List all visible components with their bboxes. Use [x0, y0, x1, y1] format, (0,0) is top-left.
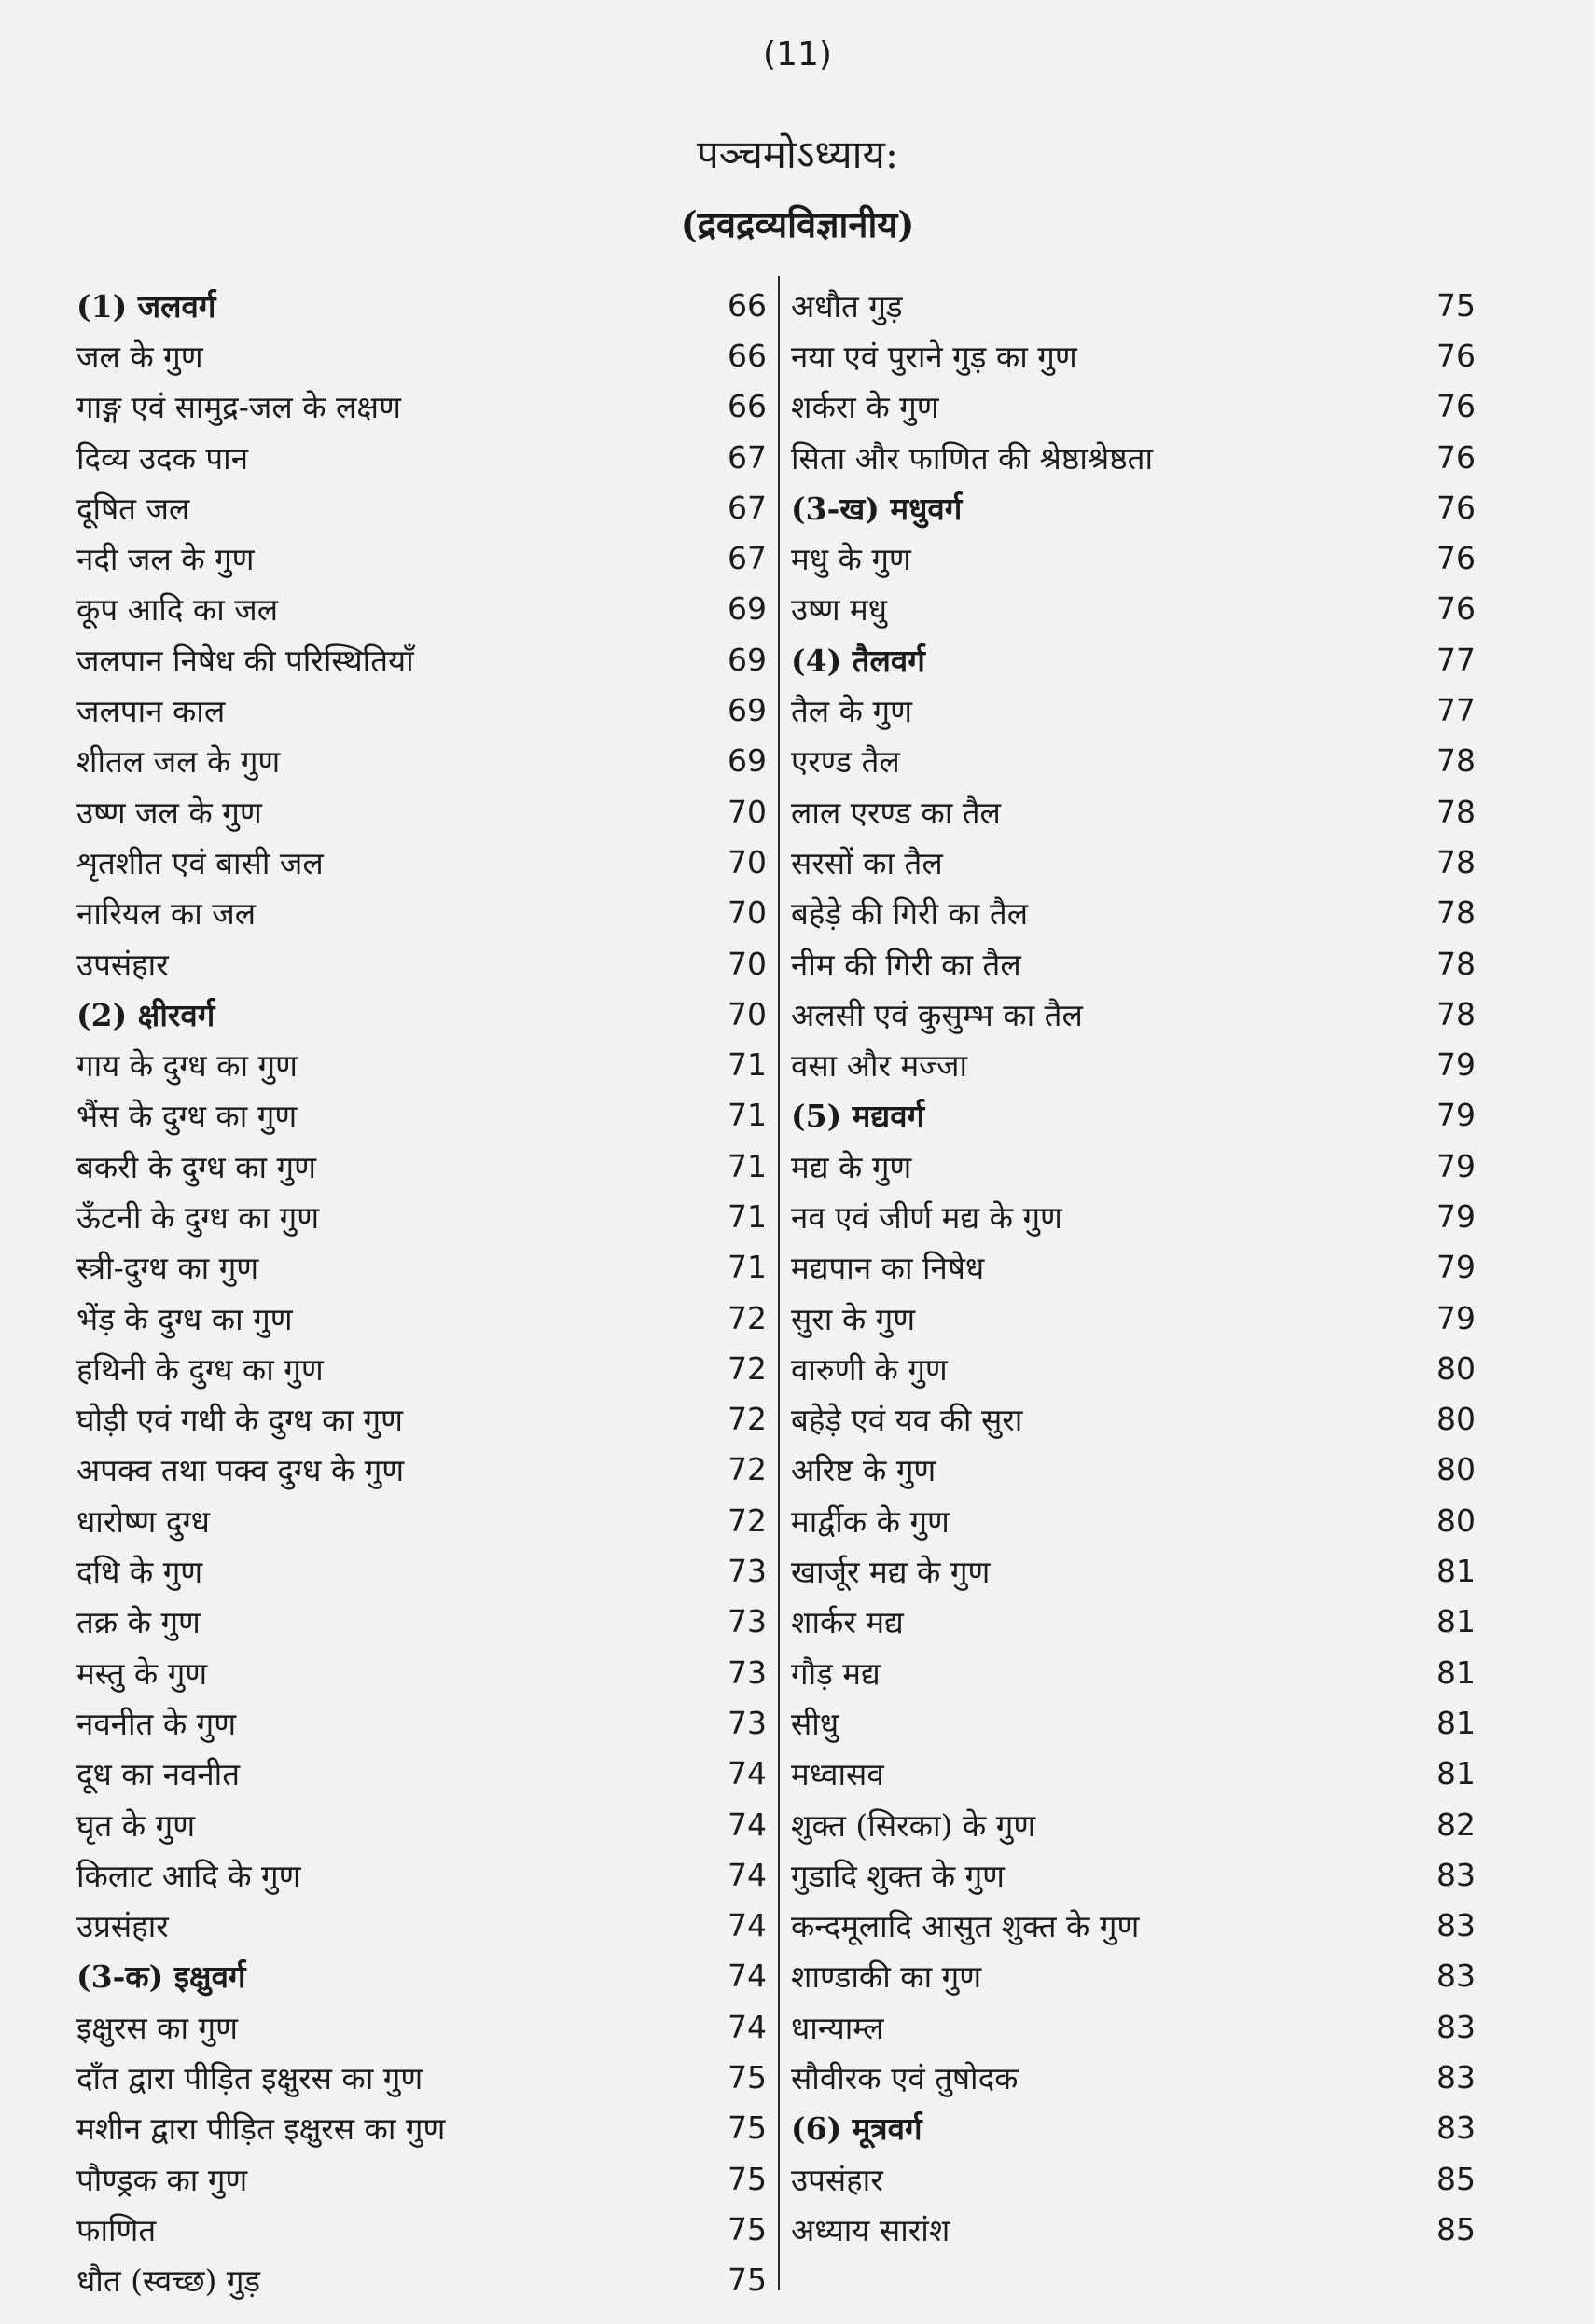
toc-entry-title: सीधु: [791, 1705, 839, 1742]
toc-entry: [791, 330, 1483, 380]
toc-entry: [76, 2153, 767, 2204]
toc-section-heading: [791, 634, 1483, 685]
toc-entry-page: 72: [728, 1299, 767, 1336]
toc-entry-page: 82: [1436, 1805, 1476, 1843]
toc-entry: [76, 1090, 767, 1141]
toc-entry: [76, 1343, 767, 1393]
toc-entry: [76, 1495, 767, 1545]
toc-entry-page: 79: [1436, 1249, 1476, 1286]
toc-entry-page: 66: [728, 388, 767, 425]
toc-entry-page: 75: [728, 2160, 767, 2197]
toc-entry-title: शर्करा के गुण: [791, 389, 939, 426]
toc-entry-title: खार्जूर मद्य के गुण: [791, 1554, 991, 1591]
toc-entry-title: धारोष्ण दुग्ध: [76, 1502, 210, 1540]
toc-entry-page: 83: [1436, 2110, 1476, 2147]
toc-entry-title: धौत (स्वच्छ) गुड़: [76, 2262, 261, 2300]
toc-entry-page: 67: [728, 540, 767, 577]
toc-entry-title: भेंड़ के दुग्ध का गुण: [76, 1300, 293, 1337]
toc-entry: [76, 1901, 767, 1951]
toc-entry: [76, 1445, 767, 1495]
toc-entry-title: शाण्डाकी का गुण: [791, 1958, 982, 1996]
toc-entry-page: 71: [728, 1249, 767, 1286]
toc-entry-page: 75: [1436, 286, 1476, 324]
toc-entry-page: 76: [1436, 388, 1476, 425]
toc-entry: [76, 786, 767, 837]
toc-section-heading: [76, 1951, 767, 2001]
toc-entry: [791, 1901, 1483, 1951]
toc-entry: [791, 837, 1483, 887]
toc-entry-page: 69: [728, 742, 767, 780]
toc-entry-title: गाय के दुग्ध का गुण: [76, 1047, 298, 1085]
toc-entry: [791, 1191, 1483, 1241]
toc-entry-title: नारियल का जल: [76, 895, 257, 933]
toc-entry: [76, 888, 767, 938]
toc-entry-page: 76: [1436, 489, 1476, 526]
toc-entry: [76, 584, 767, 634]
toc-entry-page: 78: [1436, 793, 1476, 830]
toc-entry: [76, 482, 767, 533]
toc-entry-page: 74: [728, 1805, 767, 1843]
toc-entry-page: 85: [1436, 2160, 1476, 2197]
toc-entry: [76, 1293, 767, 1343]
toc-entry-page: 80: [1436, 1349, 1476, 1387]
toc-entry-title: शीतल जल के गुण: [76, 743, 281, 781]
toc-entry-page: 78: [1436, 945, 1476, 982]
toc-entry-page: 79: [1436, 1097, 1476, 1134]
toc-entry-title: सिता और फाणित की श्रेष्ठाश्रेष्ठता: [791, 439, 1154, 477]
toc-entry-title: उप्रसंहार: [76, 1908, 169, 1945]
toc-entry-title: (3-क) इक्षुवर्ग: [76, 1958, 246, 1996]
toc-entry: [791, 1597, 1483, 1647]
toc-entry-page: 75: [728, 2262, 767, 2299]
toc-entry-page: 71: [728, 1147, 767, 1184]
toc-entry-title: भैंस के दुग्ध का गुण: [76, 1098, 298, 1135]
toc-entry-page: 80: [1436, 1451, 1476, 1488]
toc-entry-page: 75: [728, 2059, 767, 2096]
toc-entry-title: घृत के गुण: [76, 1806, 196, 1844]
toc-entry-page: 69: [728, 590, 767, 628]
toc-entry: [791, 280, 1483, 330]
toc-entry-title: बकरी के दुग्ध का गुण: [76, 1148, 316, 1185]
toc-entry-page: 78: [1436, 843, 1476, 880]
toc-entry-title: (4) तैलवर्ग: [791, 642, 925, 679]
toc-entry: [791, 2153, 1483, 2204]
toc-entry-page: 76: [1436, 540, 1476, 577]
toc-entry-page: 83: [1436, 2059, 1476, 2096]
toc-entry-title: नदी जल के गुण: [76, 541, 255, 578]
toc-entry: [791, 1394, 1483, 1445]
toc-entry-title: धान्याम्ल: [791, 2009, 884, 2046]
toc-entry-title: एरण्ड तैल: [791, 743, 900, 781]
toc-entry: [76, 1394, 767, 1445]
toc-entry-title: (3-ख) मधुवर्ग: [791, 490, 963, 527]
toc-entry-page: 81: [1436, 1553, 1476, 1590]
toc-entry-title: फाणित: [76, 2211, 157, 2248]
toc-entry-page: 83: [1436, 1957, 1476, 1995]
toc-entry-title: उपसंहार: [76, 946, 169, 983]
toc-entry: [76, 2204, 767, 2254]
toc-entry-title: वसा और मज्जा: [791, 1047, 968, 1085]
toc-entry-title: अरिष्ट के गुण: [791, 1452, 936, 1489]
toc-entry-page: 66: [728, 337, 767, 374]
toc-entry: [791, 432, 1483, 482]
toc-entry-title: मद्य के गुण: [791, 1148, 912, 1185]
toc-entry-page: 81: [1436, 1755, 1476, 1792]
toc-entry-title: शार्कर मद्य: [791, 1604, 904, 1641]
toc-entry-title: दिव्य उदक पान: [76, 439, 249, 477]
toc-entry-page: 72: [728, 1501, 767, 1539]
toc-entry: [76, 1647, 767, 1697]
toc-entry-page: 79: [1436, 1147, 1476, 1184]
toc-entry: [791, 938, 1483, 989]
toc-entry-title: मार्द्वीक के गुण: [791, 1502, 950, 1540]
toc-entry-title: पौण्ड्रक का गुण: [76, 2161, 248, 2198]
toc-entry-title: सौवीरक एवं तुषोदक: [791, 2060, 1019, 2097]
toc-entry-title: नव एवं जीर्ण मद्य के गुण: [791, 1198, 1062, 1236]
toc-entry-page: 79: [1436, 1197, 1476, 1235]
toc-entry-title: जलपान काल: [76, 693, 226, 730]
toc-entry: [76, 533, 767, 583]
toc-entry-page: 79: [1436, 1299, 1476, 1336]
toc-entry-title: वारुणी के गुण: [791, 1350, 948, 1388]
toc-section-heading: [76, 989, 767, 1039]
toc-entry-title: नीम की गिरी का तैल: [791, 946, 1021, 983]
toc-entry-page: 75: [728, 2110, 767, 2147]
toc-entry-page: 81: [1436, 1704, 1476, 1741]
toc-entry-title: नवनीत के गुण: [76, 1705, 237, 1742]
toc-right-column: [791, 280, 1483, 2255]
toc-entry-title: मशीन द्वारा पीड़ित इक्षुरस का गुण: [76, 2110, 446, 2148]
toc-entry: [791, 2001, 1483, 2052]
toc-entry: [791, 1242, 1483, 1293]
toc-entry: [791, 1647, 1483, 1697]
toc-entry: [791, 1951, 1483, 2001]
toc-entry-page: 81: [1436, 1653, 1476, 1691]
toc-entry-title: घोड़ी एवं गधी के दुग्ध का गुण: [76, 1402, 403, 1439]
toc-entry-page: 70: [728, 945, 767, 982]
toc-entry-page: 66: [728, 286, 767, 324]
toc-entry-title: मध्वासव: [791, 1756, 884, 1793]
toc-entry-page: 75: [728, 2210, 767, 2248]
toc-entry-title: कूप आदि का जल: [76, 591, 279, 629]
toc-entry-title: अधौत गुड़: [791, 287, 903, 325]
toc-entry-page: 73: [728, 1603, 767, 1640]
toc-entry: [791, 1545, 1483, 1596]
toc-entry-page: 73: [728, 1704, 767, 1741]
toc-entry-title: दूध का नवनीत: [76, 1756, 241, 1793]
toc-entry-title: नया एवं पुराने गुड़ का गुण: [791, 338, 1077, 375]
toc-entry-page: 81: [1436, 1603, 1476, 1640]
toc-entry-title: गौड़ मद्य: [791, 1654, 881, 1692]
toc-entry: [76, 432, 767, 482]
toc-entry-title: (1) जलवर्ग: [76, 287, 216, 325]
toc-section-heading: [791, 482, 1483, 533]
toc-entry-title: अध्याय सारांश: [791, 2211, 950, 2248]
toc-entry-page: 80: [1436, 1401, 1476, 1438]
toc-entry-title: मस्तु के गुण: [76, 1654, 208, 1692]
toc-entry: [791, 1749, 1483, 1799]
toc-entry-title: जलपान निषेध की परिस्थितियाँ: [76, 642, 414, 679]
toc-entry-page: 74: [728, 1907, 767, 1944]
toc-entry: [76, 1191, 767, 1241]
toc-entry-title: अलसी एवं कुसुम्भ का तैल: [791, 996, 1083, 1033]
toc-entry-title: सरसों का तैल: [791, 844, 943, 881]
toc-entry-title: गाङ्ग एवं सामुद्र-जल के लक्षण: [76, 389, 401, 426]
toc-entry: [76, 1597, 767, 1647]
toc-entry: [76, 1242, 767, 1293]
toc-entry-page: 83: [1436, 1907, 1476, 1944]
toc-entry-title: उष्ण मधु: [791, 591, 888, 629]
toc-entry-page: 67: [728, 438, 767, 476]
toc-entry-page: 74: [728, 2008, 767, 2045]
toc-entry: [76, 330, 767, 380]
toc-entry-title: कन्दमूलादि आसुत शुक्त के गुण: [791, 1908, 1140, 1945]
toc-entry-page: 70: [728, 995, 767, 1032]
toc-entry-page: 78: [1436, 742, 1476, 780]
toc-entry: [76, 2052, 767, 2102]
toc-entry-title: मधु के गुण: [791, 541, 911, 578]
toc-entry-title: मद्यपान का निषेध: [791, 1250, 985, 1287]
toc-entry-page: 70: [728, 894, 767, 932]
toc-entry-title: ऊँटनी के दुग्ध का गुण: [76, 1198, 320, 1236]
toc-entry-page: 77: [1436, 641, 1476, 678]
toc-entry-title: (6) मूत्रवर्ग: [791, 2110, 922, 2148]
toc-entry-page: 78: [1436, 894, 1476, 932]
toc-entry-page: 70: [728, 793, 767, 830]
toc-entry-page: 71: [728, 1097, 767, 1134]
toc-entry: [76, 634, 767, 685]
toc-entry: [76, 1697, 767, 1748]
toc-entry-title: दूषित जल: [76, 490, 190, 527]
toc-entry: [791, 888, 1483, 938]
chapter-subtitle: (द्रवद्रव्यविज्ञानीय): [680, 203, 915, 245]
toc-entry: [76, 736, 767, 786]
page-number: (11): [763, 35, 832, 74]
toc-entry: [76, 2001, 767, 2052]
toc-entry: [791, 786, 1483, 837]
toc-entry-title: तक्र के गुण: [76, 1604, 201, 1641]
toc-entry: [791, 1697, 1483, 1748]
toc-entry: [76, 1141, 767, 1191]
toc-entry-title: दधि के गुण: [76, 1554, 203, 1591]
toc-section-heading: [76, 280, 767, 330]
column-divider: [778, 276, 780, 2290]
toc-entry-title: बहेड़े की गिरी का तैल: [791, 895, 1029, 933]
toc-entry-title: दाँत द्वारा पीड़ित इक्षुरस का गुण: [76, 2060, 423, 2097]
toc-entry: [76, 2103, 767, 2153]
toc-entry: [791, 989, 1483, 1039]
toc-entry-page: 72: [728, 1451, 767, 1488]
toc-entry-title: (2) क्षीरवर्ग: [76, 996, 215, 1033]
toc-entry: [76, 1039, 767, 1089]
toc-entry-title: (5) मद्यवर्ग: [791, 1098, 925, 1135]
toc-entry: [76, 837, 767, 887]
toc-entry: [791, 533, 1483, 583]
toc-entry-title: उष्ण जल के गुण: [76, 794, 262, 831]
toc-entry: [791, 381, 1483, 432]
toc-entry-page: 72: [728, 1349, 767, 1387]
toc-entry: [76, 1749, 767, 1799]
toc-entry-title: लाल एरण्ड का तैल: [791, 794, 1001, 831]
toc-entry-page: 77: [1436, 692, 1476, 729]
toc-entry-page: 69: [728, 641, 767, 678]
toc-entry: [791, 1293, 1483, 1343]
toc-entry: [791, 1141, 1483, 1191]
toc-entry: [76, 1545, 767, 1596]
toc-entry-page: 72: [728, 1401, 767, 1438]
toc-entry-page: 76: [1436, 590, 1476, 628]
toc-entry-title: किलाट आदि के गुण: [76, 1857, 301, 1894]
toc-entry: [76, 381, 767, 432]
toc-entry: [791, 1445, 1483, 1495]
toc-entry: [76, 2255, 767, 2305]
toc-entry-page: 78: [1436, 995, 1476, 1032]
toc-section-heading: [791, 2103, 1483, 2153]
toc-entry: [76, 1799, 767, 1849]
toc-entry-title: उपसंहार: [791, 2161, 883, 2198]
toc-entry: [791, 1039, 1483, 1089]
toc-entry: [791, 1849, 1483, 1900]
toc-entry-page: 74: [728, 1856, 767, 1893]
toc-entry: [791, 1343, 1483, 1393]
toc-entry: [791, 736, 1483, 786]
toc-entry-title: सुरा के गुण: [791, 1300, 916, 1337]
toc-entry-page: 73: [728, 1653, 767, 1691]
toc-entry: [791, 2052, 1483, 2102]
toc-entry-page: 73: [728, 1553, 767, 1590]
toc-entry-title: शृतशीत एवं बासी जल: [76, 844, 324, 881]
toc-section-heading: [791, 1090, 1483, 1141]
toc-entry-page: 85: [1436, 2210, 1476, 2248]
toc-entry-page: 71: [728, 1197, 767, 1235]
toc-entry-page: 76: [1436, 337, 1476, 374]
toc-entry-page: 79: [1436, 1046, 1476, 1084]
toc-entry-page: 83: [1436, 2008, 1476, 2045]
toc-entry: [76, 938, 767, 989]
toc-entry-title: तैल के गुण: [791, 693, 912, 730]
toc-entry-title: स्त्री-दुग्ध का गुण: [76, 1250, 259, 1287]
toc-entry-page: 70: [728, 843, 767, 880]
toc-entry-title: शुक्त (सिरका) के गुण: [791, 1806, 1036, 1844]
toc-entry-page: 71: [728, 1046, 767, 1084]
toc-entry: [76, 685, 767, 735]
chapter-title: पञ्चमोऽध्याय:: [696, 131, 899, 177]
toc-entry: [791, 1799, 1483, 1849]
toc-entry-title: हथिनी के दुग्ध का गुण: [76, 1350, 324, 1388]
toc-entry-page: 74: [728, 1755, 767, 1792]
toc-entry-title: जल के गुण: [76, 338, 203, 375]
toc-entry-page: 83: [1436, 1856, 1476, 1893]
toc-entry: [791, 2204, 1483, 2254]
toc-entry: [791, 1495, 1483, 1545]
toc-entry-page: 74: [728, 1957, 767, 1995]
toc-entry-title: अपक्व तथा पक्व दुग्ध के गुण: [76, 1452, 405, 1489]
toc-entry-page: 69: [728, 692, 767, 729]
toc-left-column: [76, 280, 767, 2305]
toc-entry: [791, 584, 1483, 634]
toc-entry-title: इक्षुरस का गुण: [76, 2009, 238, 2046]
toc-entry: [76, 1849, 767, 1900]
toc-entry-title: बहेड़े एवं यव की सुरा: [791, 1402, 1023, 1439]
toc-entry-title: गुडादि शुक्त के गुण: [791, 1857, 1006, 1894]
toc-entry-page: 67: [728, 489, 767, 526]
toc-entry: [791, 685, 1483, 735]
toc-entry-page: 80: [1436, 1501, 1476, 1539]
toc-entry-page: 76: [1436, 438, 1476, 476]
